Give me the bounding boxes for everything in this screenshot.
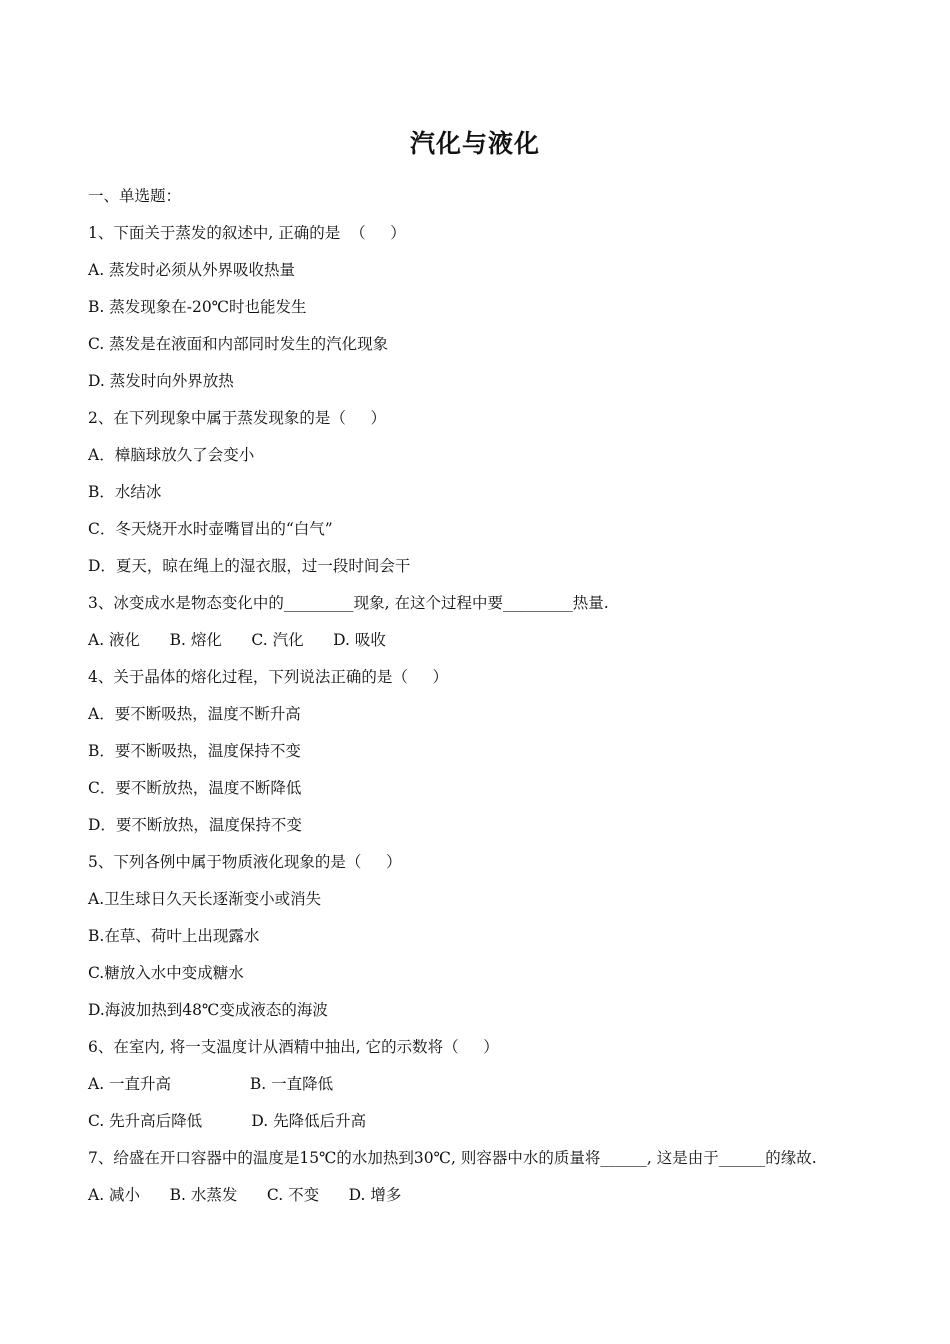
- q1-option-b: B. 蒸发现象在-20℃时也能发生: [88, 298, 307, 316]
- q4-option-b: B．要不断吸热，温度保持不变: [88, 742, 301, 760]
- q3-options: A. 液化 B. 熔化 C. 汽化 D. 吸收: [88, 631, 386, 649]
- q5-option-c: C.糖放入水中变成糖水: [88, 964, 244, 982]
- question-4: 4、关于晶体的熔化过程，下列说法正确的是（ ）: [88, 668, 448, 686]
- question-2: 2、在下列现象中属于蒸发现象的是（ ）: [88, 409, 386, 427]
- q5-option-b: B.在草、荷叶上出现露水: [88, 927, 260, 945]
- q4-option-c: C．要不断放热，温度不断降低: [88, 779, 302, 797]
- question-5: 5、下列各例中属于物质液化现象的是（ ）: [88, 853, 402, 871]
- q6-options-cd: C. 先升高后降低 D. 先降低后升高: [88, 1112, 367, 1130]
- q1-option-a: A. 蒸发时必须从外界吸收热量: [88, 261, 296, 279]
- q1-option-c: C. 蒸发是在液面和内部同时发生的汽化现象: [88, 335, 389, 353]
- q7-options: A. 减小 B. 水蒸发 C. 不变 D. 增多: [88, 1186, 402, 1204]
- q2-option-d: D．夏天，晾在绳上的湿衣服，过一段时间会干: [88, 557, 411, 575]
- q1-option-d: D. 蒸发时向外界放热: [88, 372, 234, 390]
- q4-option-d: D．要不断放热，温度保持不变: [88, 816, 302, 834]
- q2-option-b: B．水结冰: [88, 483, 162, 501]
- question-6: 6、在室内, 将一支温度计从酒精中抽出, 它的示数将（ ）: [88, 1038, 499, 1056]
- q5-option-d: D.海波加热到48℃变成液态的海波: [88, 1001, 328, 1019]
- q4-option-a: A．要不断吸热，温度不断升高: [88, 705, 301, 723]
- q2-option-a: A．樟脑球放久了会变小: [88, 446, 255, 464]
- question-3: 3、冰变成水是物态变化中的_________现象, 在这个过程中要_________热量.: [88, 594, 609, 612]
- page-title: 汽化与液化: [409, 129, 540, 158]
- question-7: 7、给盛在开口容器中的温度是15℃的水加热到30℃, 则容器中水的质量将______, 这是由于______的缘故.: [88, 1149, 817, 1167]
- question-1: 1、下面关于蒸发的叙述中, 正确的是 （ ）: [88, 224, 406, 242]
- q2-option-c: C．冬天烧开水时壶嘴冒出的“白气”: [88, 520, 333, 538]
- section-heading: 一、单选题：: [88, 187, 182, 205]
- q5-option-a: A.卫生球日久天长逐渐变小或消失: [88, 890, 322, 908]
- q6-options-ab: A. 一直升高 B. 一直降低: [88, 1075, 334, 1093]
